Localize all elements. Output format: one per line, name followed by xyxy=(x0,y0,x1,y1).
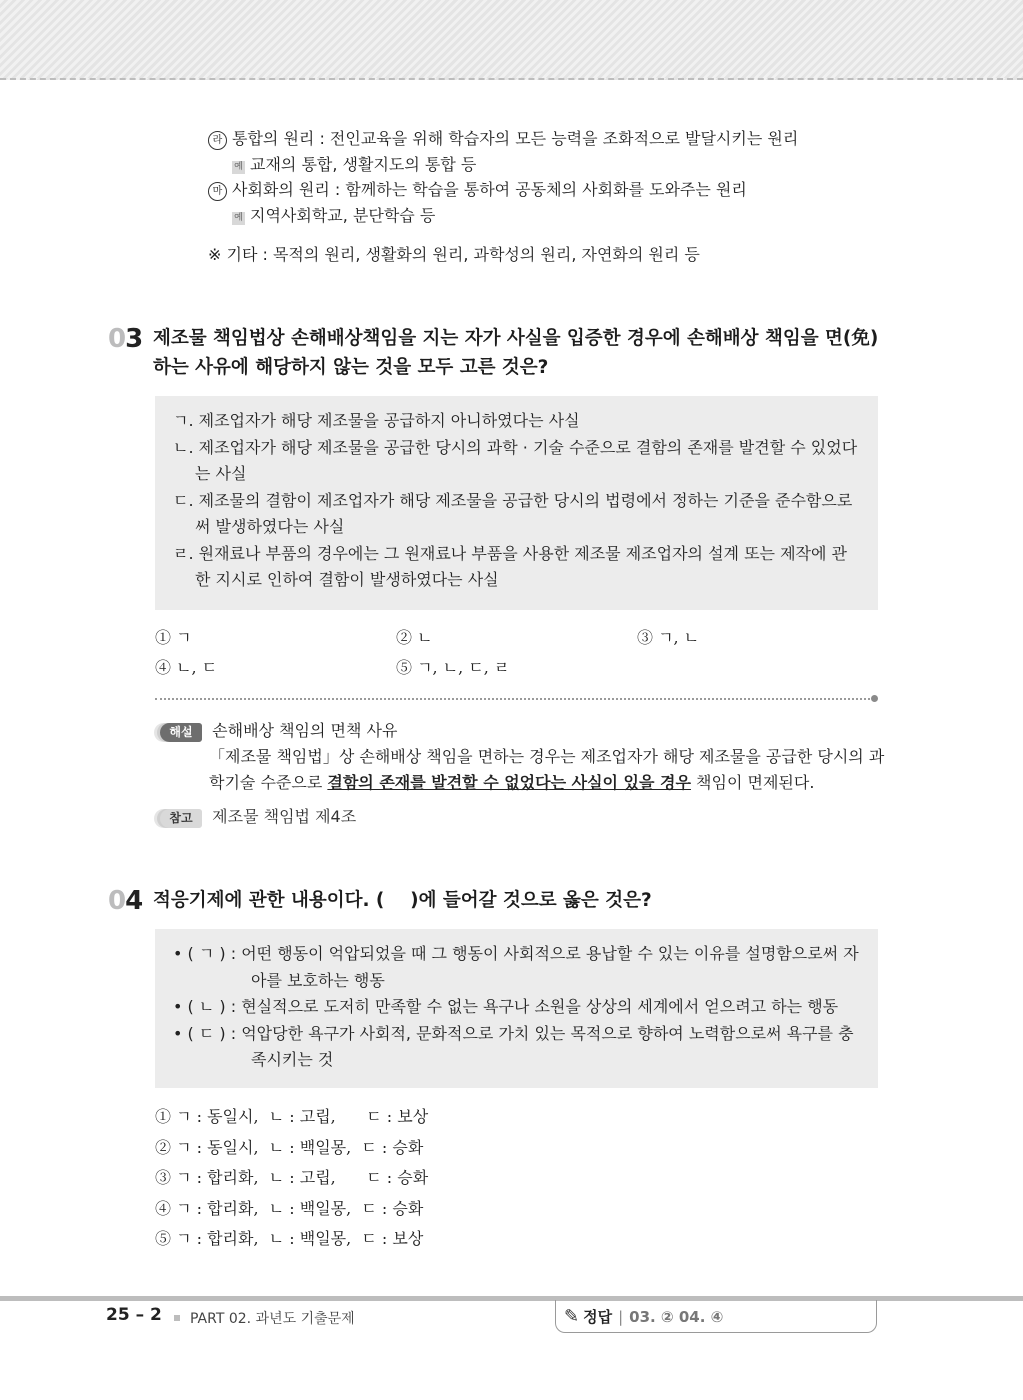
box-item: ㄹ. 원재료나 부품의 경우에는 그 원재료나 부품을 사용한 제조물 제조업자의 설계 또는 제작에 관한 지시로 인하여 결함이 발생하였다는 사실 xyxy=(173,543,847,589)
example-marker: 예 xyxy=(232,212,245,225)
separator: | xyxy=(618,1308,624,1326)
question-04-box xyxy=(155,929,878,1088)
divider-end-dot xyxy=(871,695,878,702)
pencil-icon: ✎ xyxy=(564,1306,580,1327)
box-item: • ( ㄱ ) : 어떤 행동이 억압되었을 때 그 행동이 사회적으로 용납할 수 있는 이유를 설명함으로써 자아를 보호하는 행동 xyxy=(173,944,859,990)
box-item: ㄱ. 제조업자가 해당 제조물을 공급하지 아니하였다는 사실 xyxy=(173,411,580,430)
reference-text: 제조물 책임법 제4조 xyxy=(212,807,357,826)
choice-option[interactable]: ① ㄱ : 동일시, ㄴ : 고립, ㄷ : 보상 xyxy=(155,1107,429,1126)
dotted-divider xyxy=(155,698,874,700)
principle-item: 마 사회화의 원리 : 함께하는 학습을 통하여 공동체의 사회화를 도와주는 원리 xyxy=(208,177,798,203)
circled-marker: 라 xyxy=(208,131,227,150)
explanation-underline: 결함의 존재를 발견할 수 없었다는 사실이 있을 경우 xyxy=(327,773,691,792)
example-marker: 예 xyxy=(232,161,245,174)
box-item: ㄴ. 제조업자가 해당 제조물을 공급한 당시의 과학 · 기술 수준으로 결함의 존재를 발견할 수 있었다는 사실 xyxy=(173,437,858,483)
choice-option[interactable]: ② ㄱ : 동일시, ㄴ : 백일몽, ㄷ : 승화 xyxy=(155,1137,424,1157)
page-number: 25 – 2 xyxy=(106,1305,162,1325)
example-line: 예 교재의 통합, 생활지도의 통합 등 xyxy=(208,152,798,178)
question-text: 제조물 책임법상 손해배상책임을 지는 자가 사실을 입증한 경우에 손해배상 책임을 면(免)하는 사유에 해당하지 않는 것을 모두 고른 것은? xyxy=(153,328,879,378)
question-04-choices xyxy=(155,1102,428,1255)
choice-option[interactable]: ③ ㄱ, ㄴ xyxy=(637,628,700,647)
box-item: • ( ㄷ ) : 억압당한 욕구가 사회적, 문화적으로 가치 있는 목적으로 향하여 노력함으로써 욕구를 충족시키는 것 xyxy=(173,1023,854,1069)
example-line: 예 지역사회학교, 분단학습 등 xyxy=(208,203,798,229)
choice-option[interactable]: ② ㄴ xyxy=(396,628,433,647)
answer-label: 정답 xyxy=(583,1308,613,1326)
part-label: PART 02. 과년도 기출문제 xyxy=(174,1308,355,1328)
explanation-body: 「제조물 책임법」상 손해배상 책임을 면하는 경우는 제조업자가 해당 제조물을 공급한 당시의 과학기술 수준으로 결함의 존재를 발견할 수 없었다는 사실이 있을 경우 책임이 면제된다. xyxy=(209,747,885,792)
etc-note: ※ 기타 : 목적의 원리, 생활화의 원리, 과학성의 원리, 자연화의 원리 등 xyxy=(208,245,700,264)
choice-option[interactable]: ⑤ ㄱ : 합리화, ㄴ : 백일몽, ㄷ : 보상 xyxy=(155,1229,424,1248)
question-03-choices xyxy=(155,623,878,683)
explanation-title: 손해배상 책임의 면책 사유 xyxy=(212,721,398,740)
question-text: 적응기제에 관한 내용이다. ( )에 들어갈 것으로 옳은 것은? xyxy=(153,890,652,911)
question-number: 04 xyxy=(108,886,143,916)
question-03-box xyxy=(155,396,878,610)
explanation xyxy=(160,718,885,796)
answer-box xyxy=(555,1300,877,1333)
square-icon xyxy=(174,1315,180,1321)
explanation-tag: 해설 xyxy=(160,723,202,742)
choice-option[interactable]: ④ ㄱ : 합리화, ㄴ : 백일몽, ㄷ : 승화 xyxy=(155,1198,424,1218)
principle-item: 라 통합의 원리 : 전인교육을 위해 학습자의 모든 능력을 조화적으로 발달시키는 원리 xyxy=(208,126,798,152)
circled-marker: 마 xyxy=(208,182,227,201)
choice-option[interactable]: ① ㄱ xyxy=(155,628,192,647)
previous-content xyxy=(208,126,798,268)
box-item: • ( ㄴ ) : 현실적으로 도저히 만족할 수 없는 욕구나 소원을 상상의 세계에서 얻으려고 하는 행동 xyxy=(173,997,839,1016)
choice-option[interactable]: ④ ㄴ, ㄷ xyxy=(155,658,218,677)
choice-option[interactable]: ③ ㄱ : 합리화, ㄴ : 고립, ㄷ : 승화 xyxy=(155,1168,429,1187)
box-item: ㄷ. 제조물의 결함이 제조업자가 해당 제조물을 공급한 당시의 법령에서 정하는 기준을 준수함으로써 발생하였다는 사실 xyxy=(173,490,853,536)
reference xyxy=(160,806,356,828)
answer-values: 03. ② 04. ④ xyxy=(629,1308,724,1326)
choice-option[interactable]: ⑤ ㄱ, ㄴ, ㄷ, ㄹ xyxy=(396,658,510,677)
question-number: 03 xyxy=(108,324,143,354)
reference-tag: 참고 xyxy=(160,809,202,828)
header-band xyxy=(0,0,1023,80)
